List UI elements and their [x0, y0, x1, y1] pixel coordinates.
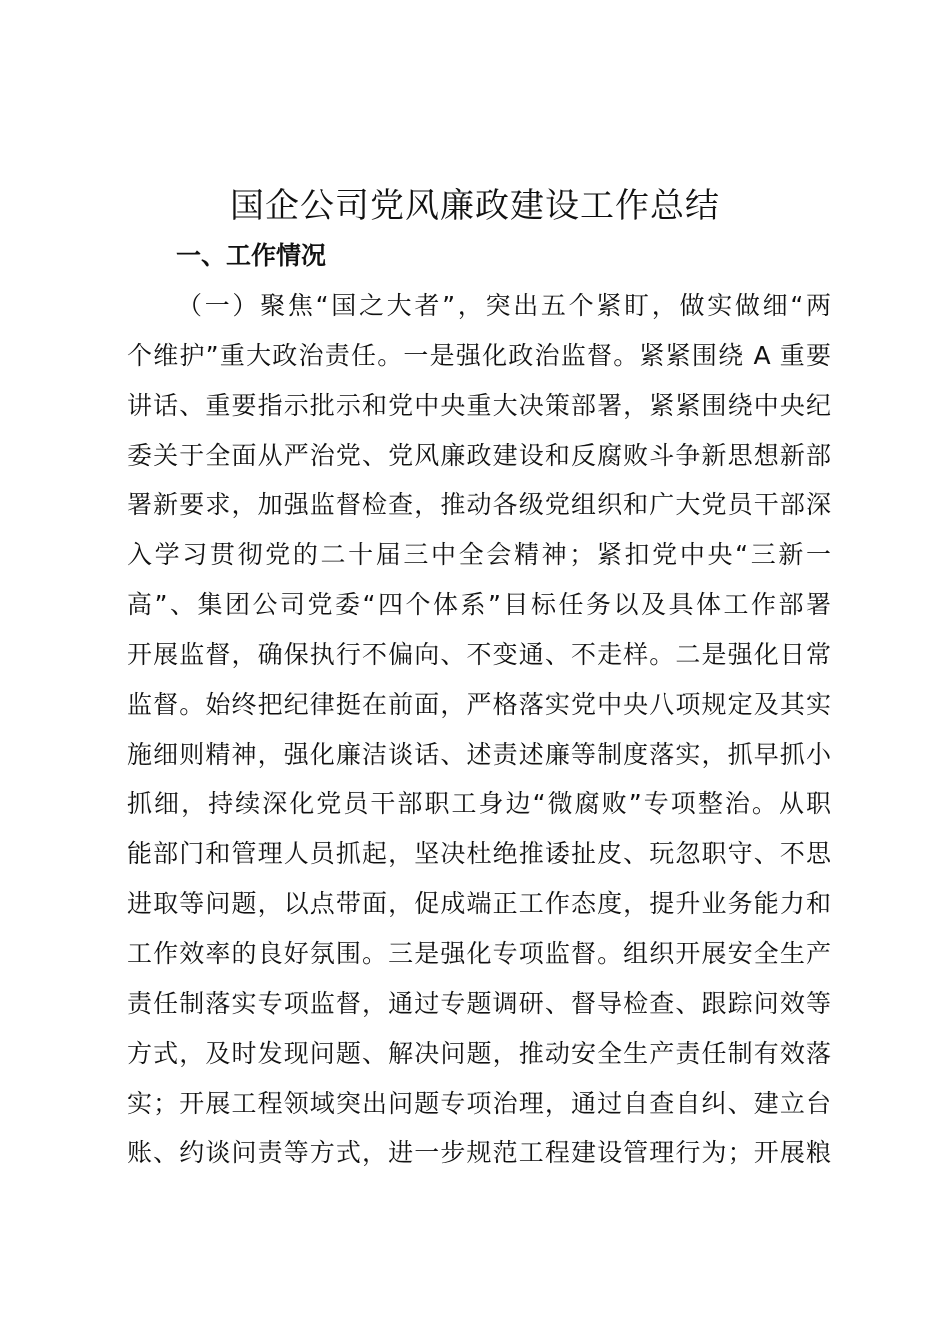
paragraph-line: 个维护”重大政治责任。一是强化政治监督。紧紧围绕 A 重要: [127, 340, 831, 370]
paragraph-line: （一）聚焦“国之大者”，突出五个紧盯，做实做细“两: [177, 291, 831, 320]
paragraph-line: 委关于全面从严治党、党风廉政建设和反腐败斗争新思想新部: [127, 440, 831, 470]
paragraph-line: 账、约谈问责等方式，进一步规范工程建设管理行为；开展粮: [127, 1138, 831, 1168]
paragraph-line: 实；开展工程领域突出问题专项治理，通过自查自纠、建立台: [127, 1088, 831, 1118]
body-paragraph: [127, 281, 831, 1178]
paragraph-line: 施细则精神，强化廉洁谈话、述责述廉等制度落实，抓早抓小: [127, 739, 831, 769]
paragraph-line: 讲话、重要指示批示和党中央重大决策部署，紧紧围绕中央纪: [127, 390, 831, 420]
paragraph-line: 进取等问题，以点带面，促成端正工作态度，提升业务能力和: [127, 889, 831, 919]
paragraph-line: 监督。始终把纪律挺在前面，严格落实党中央八项规定及其实: [127, 689, 831, 719]
section-heading: 一、工作情况: [176, 241, 327, 270]
paragraph-line: 抓细，持续深化党员干部职工身边“微腐败”专项整治。从职: [127, 789, 831, 819]
paragraph-line: 高”、集团公司党委“四个体系”目标任务以及具体工作部署: [127, 590, 831, 620]
document-title: 国企公司党风廉政建设工作总结: [230, 186, 720, 226]
paragraph-line: 入学习贯彻党的二十届三中全会精神；紧扣党中央“三新一: [127, 540, 831, 570]
paragraph-line: 署新要求，加强监督检查，推动各级党组织和广大党员干部深: [127, 490, 831, 520]
paragraph-line: 开展监督，确保执行不偏向、不变通、不走样。二是强化日常: [127, 639, 831, 669]
paragraph-line: 工作效率的良好氛围。三是强化专项监督。组织开展安全生产: [127, 938, 831, 968]
paragraph-line: 能部门和管理人员抓起，坚决杜绝推诿扯皮、玩忽职守、不思: [127, 839, 831, 869]
paragraph-line: 方式，及时发现问题、解决问题，推动安全生产责任制有效落: [127, 1038, 831, 1068]
paragraph-line: 责任制落实专项监督，通过专题调研、督导检查、跟踪问效等: [127, 988, 831, 1018]
